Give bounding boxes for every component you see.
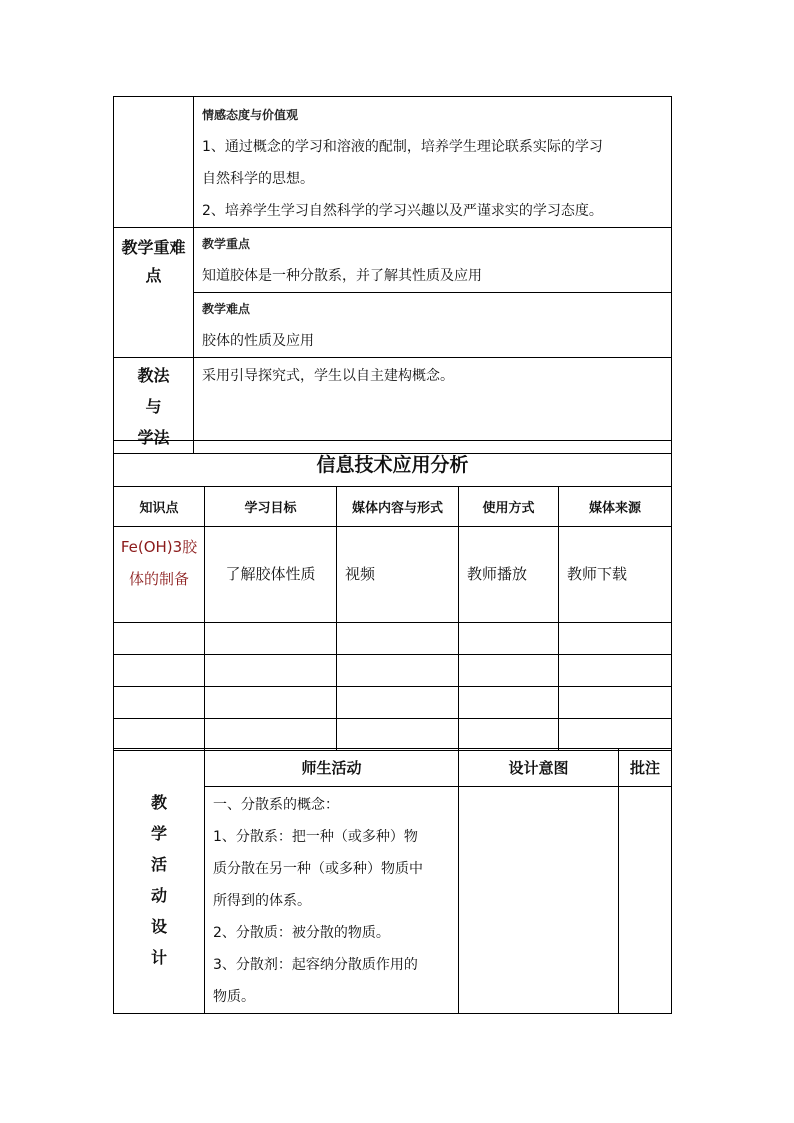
column-header-media: 媒体内容与形式 — [337, 487, 459, 527]
activity-label-cell — [114, 749, 205, 1014]
empty-row — [114, 687, 672, 719]
lesson-plan-upper-table — [113, 96, 672, 454]
methods-text: 采用引导探究式，学生以自主建构概念。 — [202, 368, 454, 384]
source-cell — [559, 527, 672, 623]
activities-cell — [205, 787, 459, 1014]
methods-label-line: 与 — [145, 397, 162, 416]
knowledge-cell — [114, 527, 205, 623]
column-header-intent: 设计意图 — [459, 749, 619, 787]
column-header-notes: 批注 — [619, 749, 672, 787]
activity-line: 2、分散质：被分散的物质。 — [213, 925, 390, 941]
focus-heading: 教学重点 — [202, 237, 251, 251]
keypoints-label-cell — [114, 228, 194, 358]
media-text: 视频 — [345, 565, 376, 583]
keypoints-label-line: 教学重难 — [121, 238, 186, 257]
objectives-cell — [194, 97, 672, 228]
objectives-line: 2、培养学生学习自然科学的学习兴趣以及严谨求实的学习态度。 — [202, 203, 603, 219]
activity-line: 所得到的体系。 — [213, 893, 311, 909]
activity-line: 3、分散剂：起容纳分散质作用的 — [213, 957, 418, 973]
activity-label-char: 设 — [150, 917, 167, 936]
activity-label-char: 活 — [150, 855, 167, 874]
notes-cell — [619, 787, 672, 1014]
it-analysis-table — [113, 440, 672, 751]
knowledge-line: 体的制备 — [128, 570, 189, 588]
column-header-source: 媒体来源 — [559, 487, 672, 527]
keypoints-label-line: 点 — [145, 266, 162, 285]
difficulty-text: 胶体的性质及应用 — [202, 333, 314, 349]
objectives-subhead: 情感态度与价值观 — [202, 108, 299, 122]
goal-cell — [205, 527, 337, 623]
usage-text: 教师播放 — [467, 565, 528, 583]
objectives-line: 自然科学的思想。 — [202, 171, 314, 187]
activity-label-char: 计 — [150, 948, 167, 967]
methods-label-line: 教法 — [137, 366, 170, 385]
methods-label-line: 学法 — [137, 428, 170, 447]
focus-text: 知道胶体是一种分散系，并了解其性质及应用 — [202, 268, 482, 284]
activity-line: 1、分散系：把一种（或多种）物 — [213, 829, 418, 845]
difficulty-cell — [194, 293, 672, 358]
usage-cell — [459, 527, 559, 623]
column-header-goal: 学习目标 — [205, 487, 337, 527]
intent-cell — [459, 787, 619, 1014]
source-text: 教师下载 — [567, 565, 628, 583]
activity-label-char: 教 — [150, 793, 167, 812]
knowledge-line: Fe(OH)3胶 — [120, 538, 198, 556]
goal-text: 了解胶体性质 — [225, 565, 316, 583]
activity-label-char: 动 — [150, 886, 167, 905]
empty-row — [114, 719, 672, 751]
column-header-activities: 师生活动 — [205, 749, 459, 787]
empty-row — [114, 655, 672, 687]
objectives-line: 1、通过概念的学习和溶液的配制，培养学生理论联系实际的学习 — [202, 139, 603, 155]
column-header-knowledge: 知识点 — [114, 487, 205, 527]
empty-row — [114, 623, 672, 655]
focus-cell — [194, 228, 672, 293]
activity-line: 一、分散系的概念： — [213, 797, 339, 813]
column-header-usage: 使用方式 — [459, 487, 559, 527]
media-cell — [337, 527, 459, 623]
difficulty-heading: 教学难点 — [202, 302, 251, 316]
activity-design-table — [113, 748, 672, 1014]
it-section-title: 信息技术应用分析 — [114, 441, 672, 487]
activity-label-char: 学 — [150, 824, 167, 843]
activity-line: 质分散在另一种（或多种）物质中 — [213, 861, 423, 877]
activity-line: 物质。 — [213, 989, 255, 1005]
objectives-label-cell — [114, 97, 194, 228]
